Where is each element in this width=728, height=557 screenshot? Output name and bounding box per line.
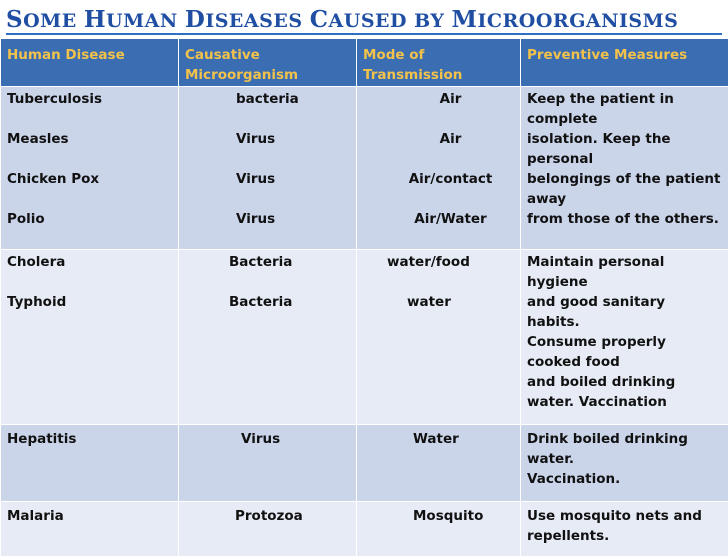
header-human-disease: Human Disease [1,39,179,87]
title-underline [6,33,722,35]
disease-cell: Hepatitis [1,425,179,502]
measures-cell: Keep the patient in complete isolation. Keep the personal belongings of the patient away from those of the others. [521,87,728,250]
mode-cell: Air Air Air/contact Air/Water [357,87,521,250]
measures-cell: Drink boiled drinking water. Vaccination. [521,425,728,502]
mode-cell: water/food water [357,250,521,425]
table-row [1,502,728,557]
header-preventive-measures: Preventive Measures [521,39,728,87]
organism-cell: bacteria Virus Virus Virus [179,87,357,250]
header-causative-microorganism: Causative Microorganism [179,39,357,87]
organism-cell: Bacteria Bacteria [179,250,357,425]
measures-cell: Maintain personal hygiene and good sanitary habits. Consume properly cooked food and boiled drinking water. Vaccination [521,250,728,425]
measures-cell: Use mosquito nets and repellents. [521,502,728,557]
disease-cell: Cholera Typhoid [1,250,179,425]
organism-cell: Virus [179,425,357,502]
organism-cell: Protozoa [179,502,357,557]
disease-cell: Malaria [1,502,179,557]
header-mode-of-transmission: Mode of Transmission [357,39,521,87]
diseases-table [0,38,728,557]
disease-cell: Tuberculosis Measles Chicken Pox Polio [1,87,179,250]
table-row [1,250,728,425]
table-header-row [1,39,728,87]
table-row [1,425,728,502]
table-row [1,87,728,250]
mode-cell: Mosquito [357,502,521,557]
mode-cell: Water [357,425,521,502]
page-title: SOME HUMAN DISEASES CAUSED BY MICROORGANISMS [6,6,722,36]
